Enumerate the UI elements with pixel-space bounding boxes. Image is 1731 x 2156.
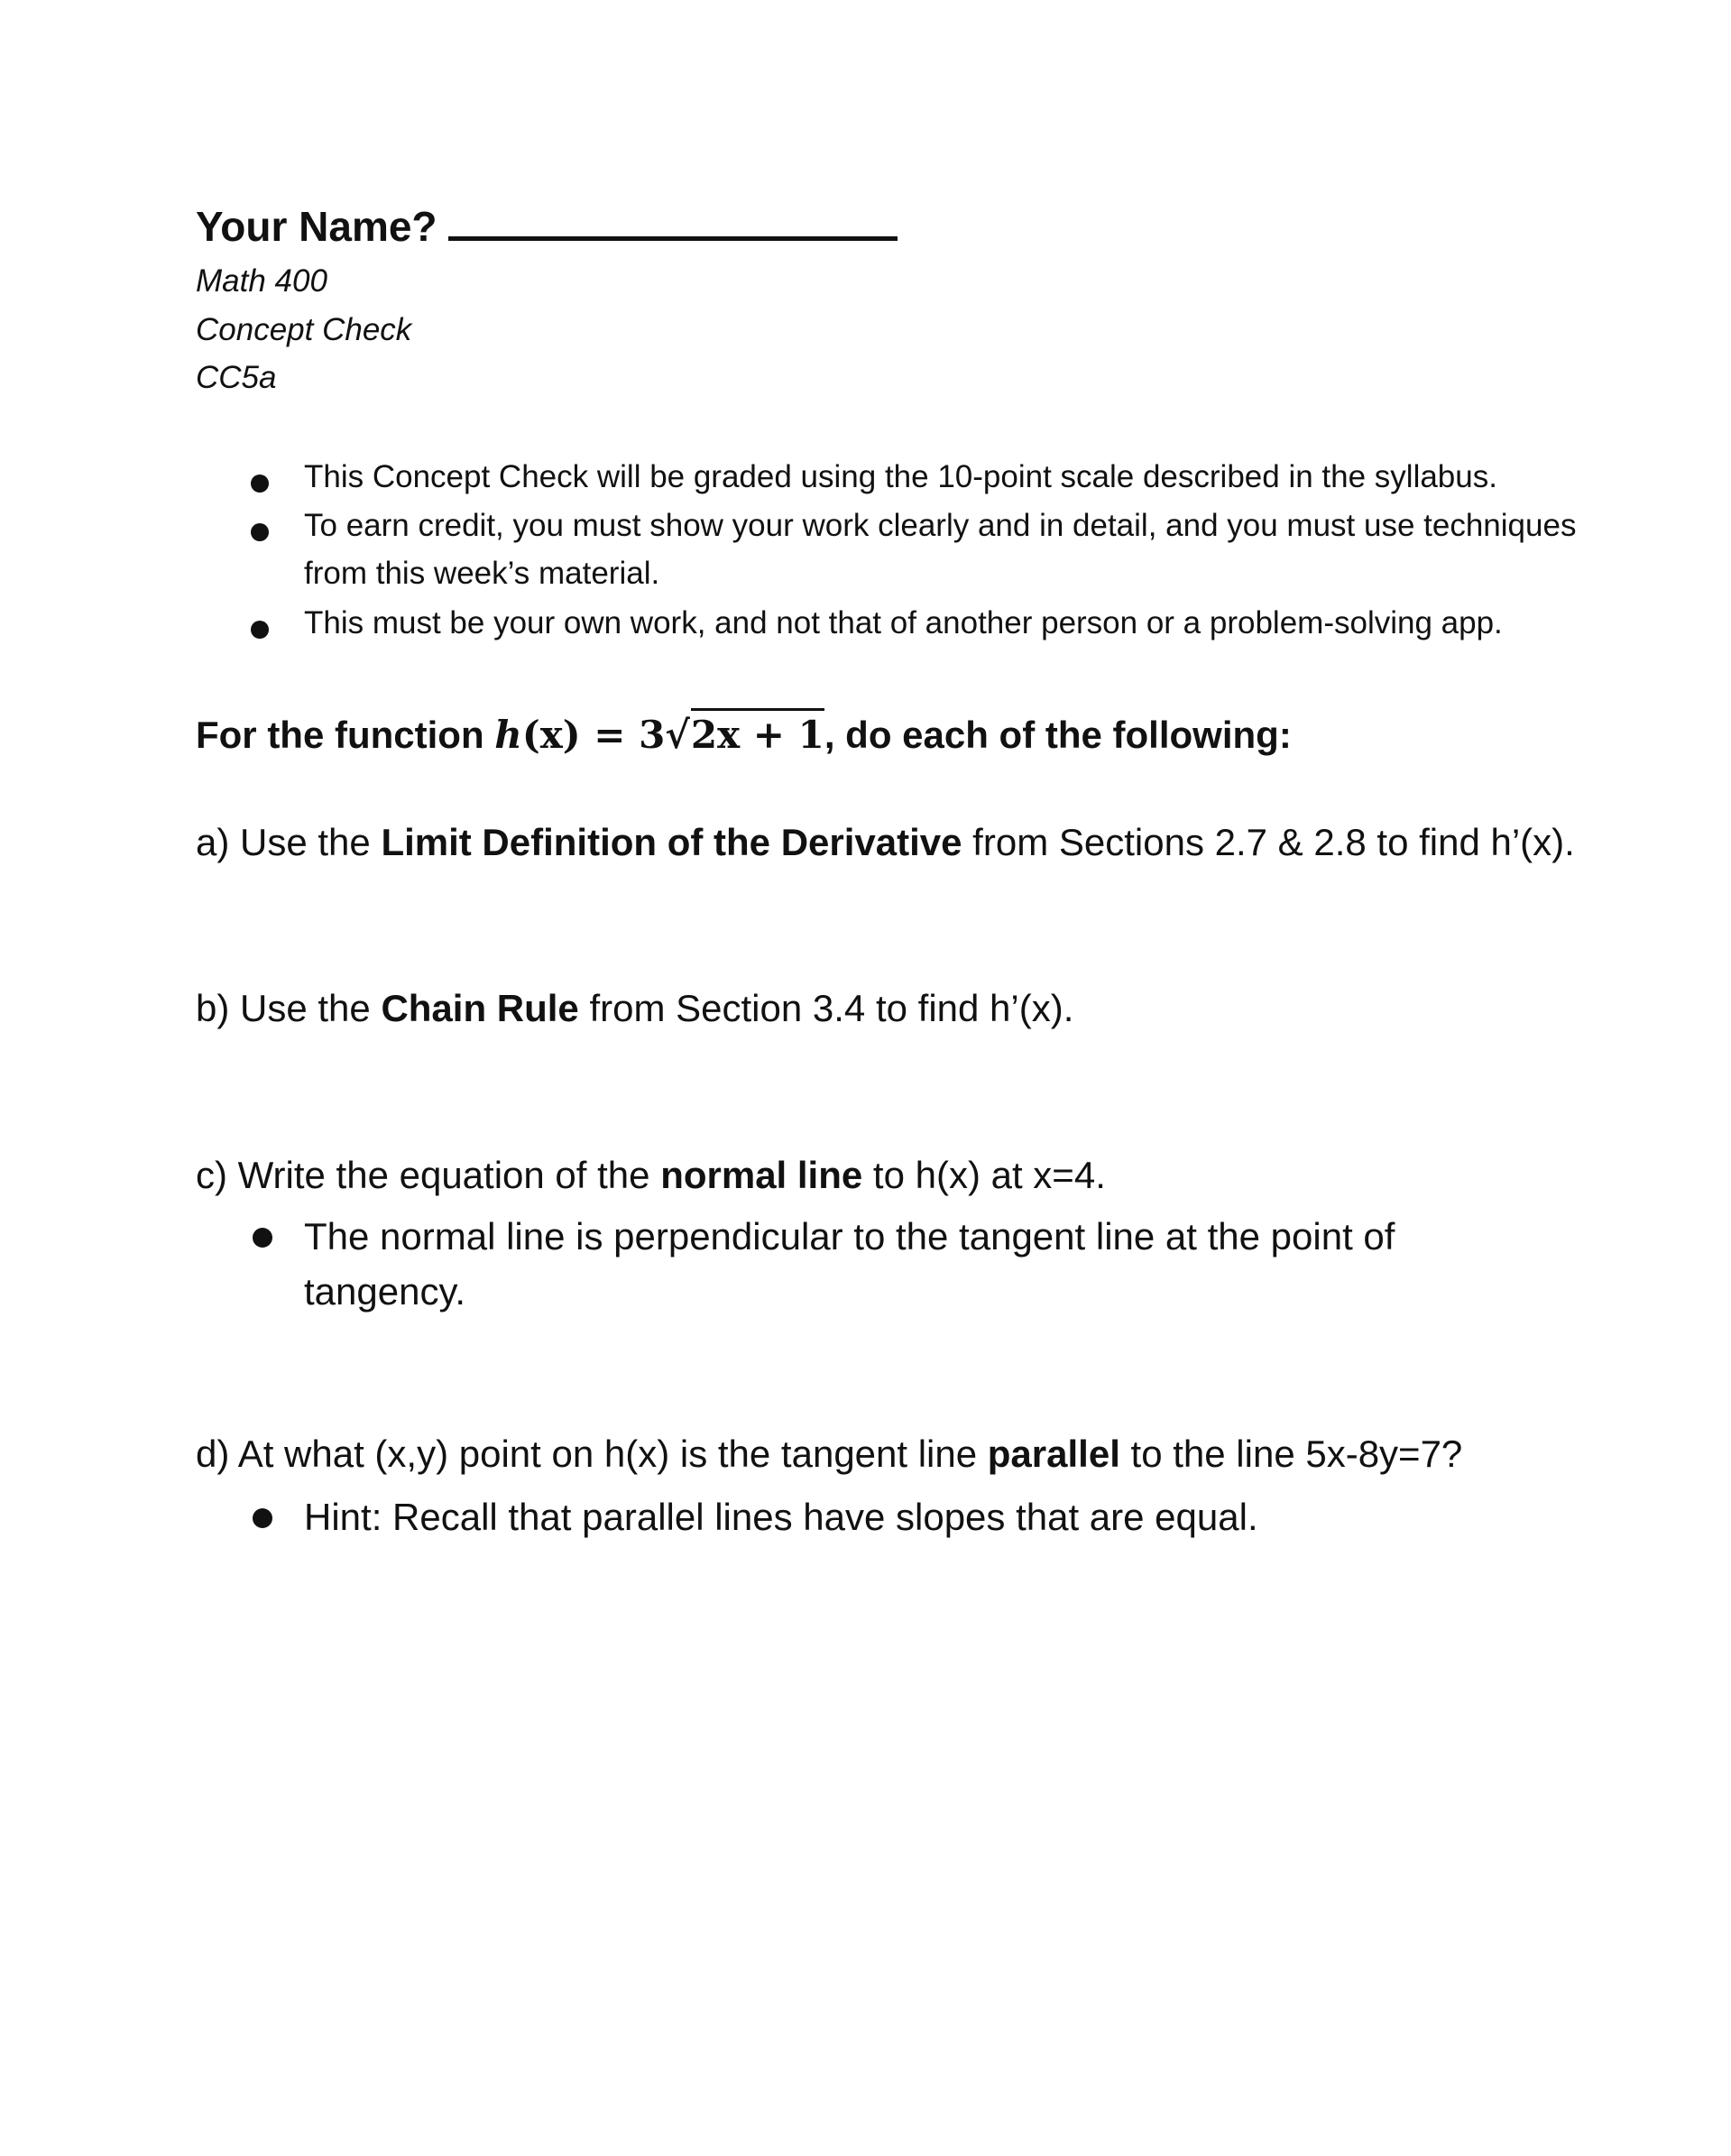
function-expression (494, 713, 824, 757)
part-c-text: c) Write the equation of the (196, 1154, 661, 1196)
part-a-text: a) Use the (196, 821, 382, 863)
function-arg: (x) (521, 713, 581, 757)
name-label: Your Name? (196, 203, 437, 250)
part-c-note: The normal line is perpendicular to the tangent line at the point of tangency. (304, 1215, 1395, 1313)
part-d (196, 1433, 1462, 1476)
instruction-item: To earn credit, you must show your work clearly and in detail, and you must use techniques from this week’s material. (304, 508, 1577, 591)
bullet-icon (251, 475, 269, 493)
part-b-bold: Chain Rule (381, 987, 579, 1029)
part-b-text-end: from Section 3.4 to find h’(x). (578, 987, 1074, 1029)
part-a-bold: Limit Definition of the Derivative (381, 821, 962, 863)
part-b-text: b) Use the (196, 987, 382, 1029)
part-d-bold: parallel (987, 1433, 1120, 1475)
bullet-icon (253, 1228, 272, 1248)
instruction-item: This Concept Check will be graded using the 10-point scale described in the syllabus. (304, 459, 1497, 494)
part-c-bold: normal line (660, 1154, 863, 1196)
function-statement (196, 708, 1292, 757)
bullet-icon (251, 621, 269, 639)
assignment-type-label: Concept Check (196, 312, 412, 347)
instruction-item: This must be your own work, and not that of another person or a problem-solving app. (304, 605, 1503, 640)
name-blank-line (448, 200, 898, 241)
radicand: 2x + 1 (691, 708, 824, 757)
function-suffix: , do each of the following: (824, 714, 1292, 756)
function-equals: = 3√ (580, 713, 690, 757)
bullet-icon (253, 1508, 272, 1528)
part-d-text: d) At what (x,y) point on h(x) is the tangent line (196, 1433, 988, 1475)
part-a-text-end: from Sections 2.7 & 2.8 to find h’(x). (962, 821, 1575, 863)
function-prefix: For the function (196, 714, 495, 756)
part-c-text-end: to h(x) at x=4. (862, 1154, 1106, 1196)
name-prompt (196, 200, 898, 251)
bullet-icon (251, 523, 269, 541)
part-a (196, 821, 1575, 864)
function-name: h (494, 713, 522, 757)
part-d-text-end: to the line 5x-8y=7? (1119, 1433, 1463, 1475)
assignment-code-label: CC5a (196, 360, 277, 395)
part-b (196, 987, 1073, 1030)
course-label: Math 400 (196, 263, 327, 299)
part-c (196, 1154, 1106, 1197)
part-d-note: Hint: Recall that parallel lines have slopes that are equal. (304, 1496, 1258, 1538)
